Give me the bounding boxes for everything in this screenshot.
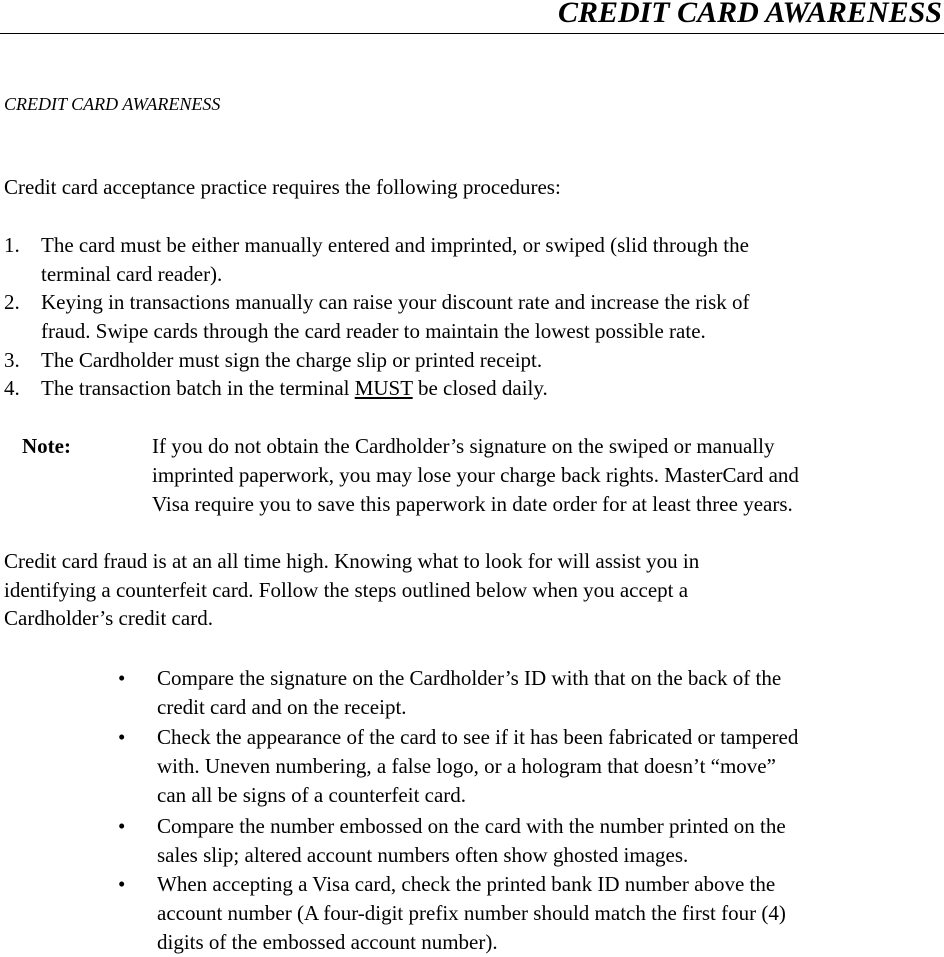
note-line: Visa require you to save this paperwork in date order for at least three years. [152, 492, 793, 516]
check-line: Check the appearance of the card to see if it has been fabricated or tampered [157, 725, 799, 749]
check-line: Compare the signature on the Cardholder’s ID with that on the back of the [157, 666, 782, 690]
bullet-icon: • [118, 725, 126, 749]
procedure-text: be closed daily. [412, 376, 548, 400]
check-line: credit card and on the receipt. [157, 695, 407, 719]
header-rule [0, 33, 944, 34]
note-label: Note: [22, 434, 71, 458]
document-subtitle: CREDIT CARD AWARENESS [4, 94, 221, 114]
note-line: If you do not obtain the Cardholder’s signature on the swiped or manually [152, 434, 775, 458]
bullet-icon: • [118, 872, 126, 896]
procedure-line: The card must be either manually entered and imprinted, or swiped (slid through the [41, 233, 749, 257]
bullet-icon: • [118, 666, 126, 690]
must-emphasis: MUST [354, 376, 413, 400]
note-text [152, 432, 799, 519]
check-line: Compare the number embossed on the card with the number printed on the [157, 814, 786, 838]
header-title: CREDIT CARD AWARENESS [557, 0, 942, 29]
check-line: sales slip; altered account numbers often show ghosted images. [157, 843, 689, 867]
check-line: account number (A four-digit prefix number should match the first four (4) [157, 901, 786, 925]
procedure-number: 4. [4, 376, 20, 400]
procedure-text: The transaction batch in the terminal [41, 376, 355, 400]
procedure-line [41, 374, 548, 403]
fraud-paragraph-line: Cardholder’s credit card. [4, 606, 213, 630]
procedure-line: fraud. Swipe cards through the card reader to maintain the lowest possible rate. [41, 319, 706, 343]
fraud-paragraph-line: identifying a counterfeit card. Follow the steps outlined below when you accept a [4, 578, 689, 602]
procedure-line: terminal card reader). [41, 262, 223, 286]
intro-paragraph: Credit card acceptance practice requires the following procedures: [4, 175, 561, 199]
procedure-number: 2. [4, 290, 20, 314]
check-line: When accepting a Visa card, check the printed bank ID number above the [157, 872, 776, 896]
procedure-number: 1. [4, 233, 20, 257]
fraud-paragraph-line: Credit card fraud is at an all time high. Knowing what to look for will assist you in [4, 549, 700, 573]
bullet-icon: • [118, 814, 126, 838]
check-line: with. Uneven numbering, a false logo, or a hologram that doesn’t “move” [157, 754, 776, 778]
check-line: can all be signs of a counterfeit card. [157, 783, 467, 807]
check-line: digits of the embossed account number). [157, 930, 498, 954]
procedure-line: Keying in transactions manually can raise your discount rate and increase the risk of [41, 290, 750, 314]
procedure-line: The Cardholder must sign the charge slip or printed receipt. [41, 348, 543, 372]
procedure-number: 3. [4, 348, 20, 372]
note-line: imprinted paperwork, you may lose your charge back rights. MasterCard and [152, 463, 799, 487]
